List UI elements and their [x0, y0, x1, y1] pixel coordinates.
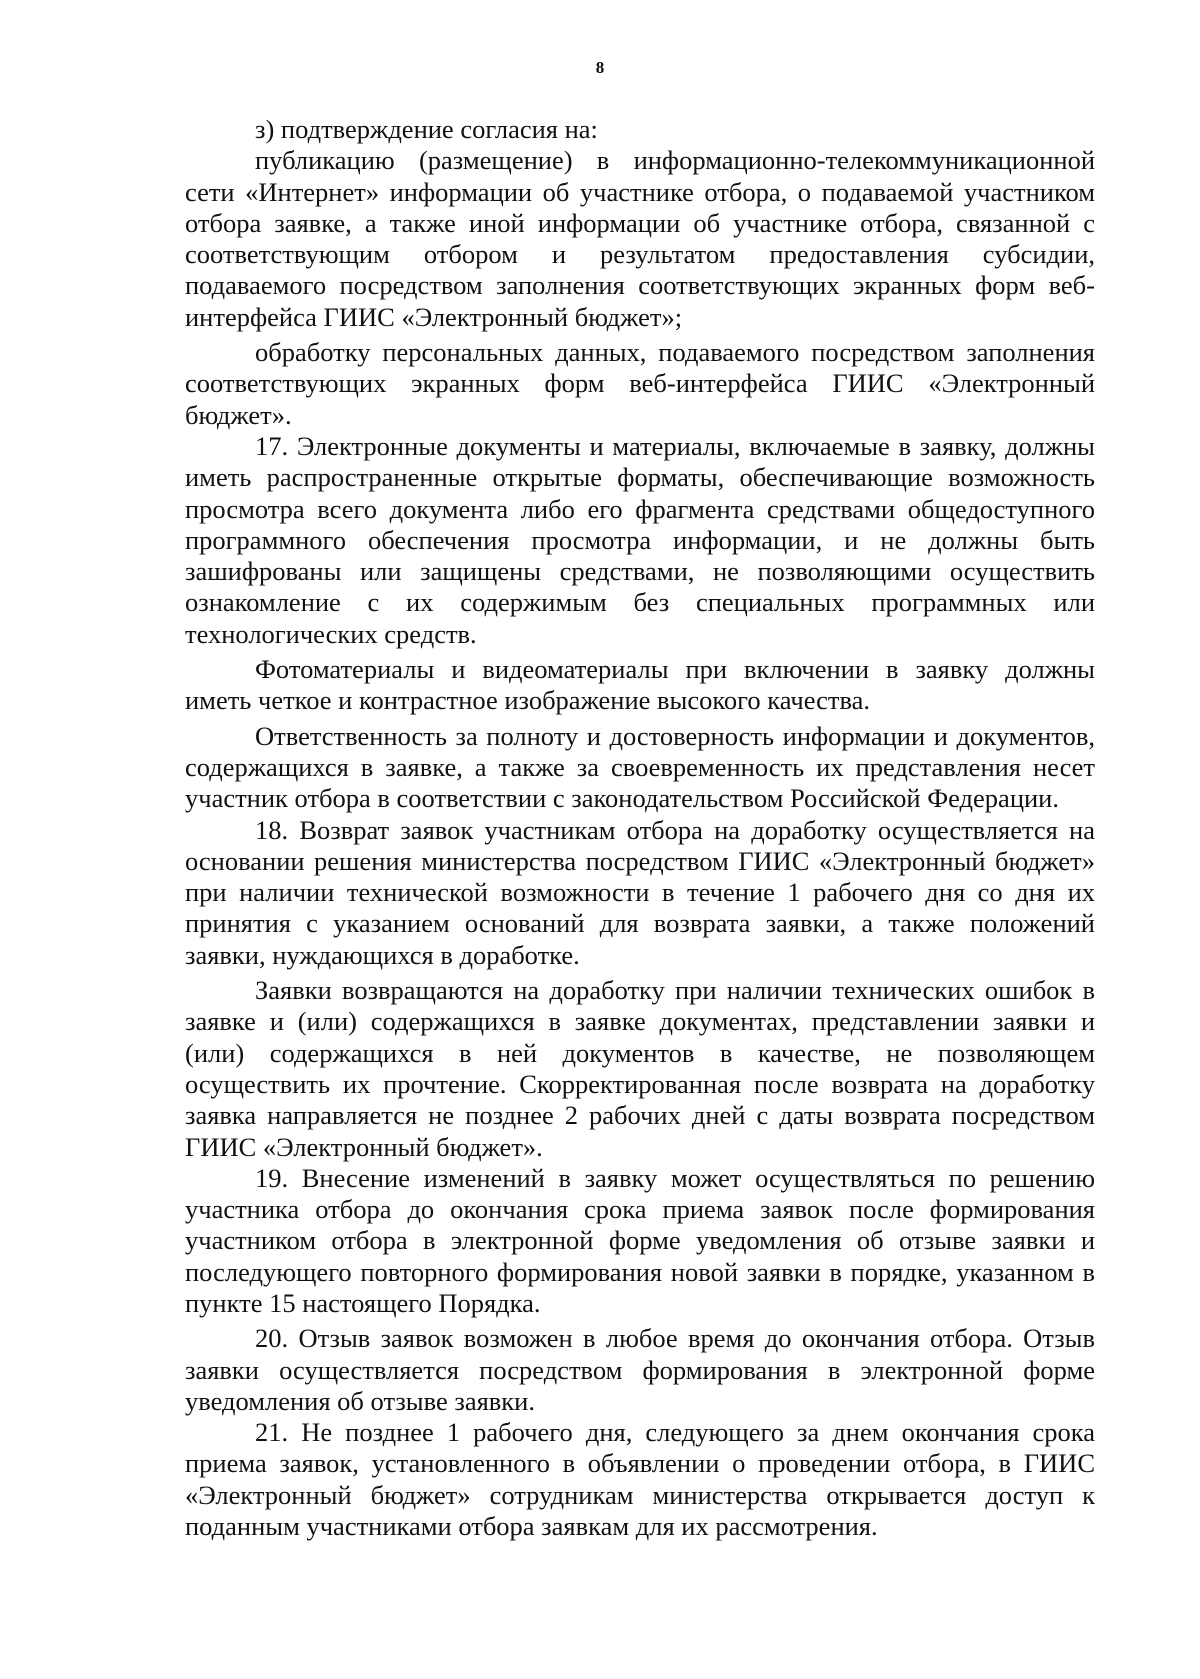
paragraph-21: 21. Не позднее 1 рабочего дня, следующего за днем окончания срока приема заявок, установленного в объявлении о проведении отбора, в ГИИС «Электронный бюджет» сотрудникам министерства открывается доступ к поданным участниками отбора заявкам для их рассмотрения.: [185, 1417, 1095, 1542]
paragraph-consent-publication: публикацию (размещение) в информационно-телекоммуникационной сети «Интернет» информации об участнике отбора, о подаваемой участником отбора заявке, а также иной информации об участнике отбора, связанной с соответствующим отбором и результатом предоставления субсидии, подаваемого посредством заполнения соответствующих экранных форм веб-интерфейса ГИИС «Электронный бюджет»;: [185, 145, 1095, 332]
paragraph-20: 20. Отзыв заявок возможен в любое время до окончания отбора. Отзыв заявки осуществляется посредством формирования в электронной форме уведомления об отзыве заявки.: [185, 1323, 1095, 1416]
paragraph-17: 17. Электронные документы и материалы, включаемые в заявку, должны иметь распространенные открытые форматы, обеспечивающие возможность просмотра всего документа либо его фрагмента средствами общедоступного программного обеспечения просмотра информации, и не должны быть зашифрованы или защищены средствами, не позволяющими осуществить ознакомление с их содержимым без специальных программных или технологических средств.: [185, 430, 1095, 649]
paragraph-consent-intro: з) подтверждение согласия на:: [255, 114, 598, 144]
paragraph-photo-video: Фотоматериалы и видеоматериалы при включении в заявку должны иметь четкое и контрастное изображение высокого качества.: [185, 654, 1095, 716]
paragraph-19: 19. Внесение изменений в заявку может осуществляться по решению участника отбора до окончания срока приема заявок после формирования участником отбора в электронной форме уведомления об отзыве заявки и последующего повторного формирования новой заявки в порядке, указанном в пункте 15 настоящего Порядка.: [185, 1162, 1095, 1318]
paragraph-responsibility: Ответственность за полноту и достоверность информации и документов, содержащихся в заявке, а также за своевременность их представления несет участник отбора в соответствии с законодательством Российской Федерации.: [185, 720, 1095, 814]
paragraph-consent-personal-data: обработку персональных данных, подаваемого посредством заполнения соответствующих экранных форм веб-интерфейса ГИИС «Электронный бюджет».: [185, 337, 1095, 430]
paragraph-18: 18. Возврат заявок участникам отбора на доработку осуществляется на основании решения министерства посредством ГИИС «Электронный бюджет» при наличии технической возможности в течение 1 рабочего дня со дня их принятия с указанием оснований для возврата заявки, а также положений заявки, нуждающихся в доработке.: [185, 814, 1095, 970]
paragraph-returned-applications: Заявки возвращаются на доработку при наличии технических ошибок в заявке и (или) содержащихся в заявке документах, представлении заявки и (или) содержащихся в ней документов в качестве, не позволяющем осуществить их прочтение. Скорректированная после возврата на доработку заявка направляется не позднее 2 рабочих дней с даты возврата посредством ГИИС «Электронный бюджет».: [185, 975, 1095, 1162]
document-body: [185, 114, 1095, 1542]
page-number: 8: [595, 58, 605, 77]
